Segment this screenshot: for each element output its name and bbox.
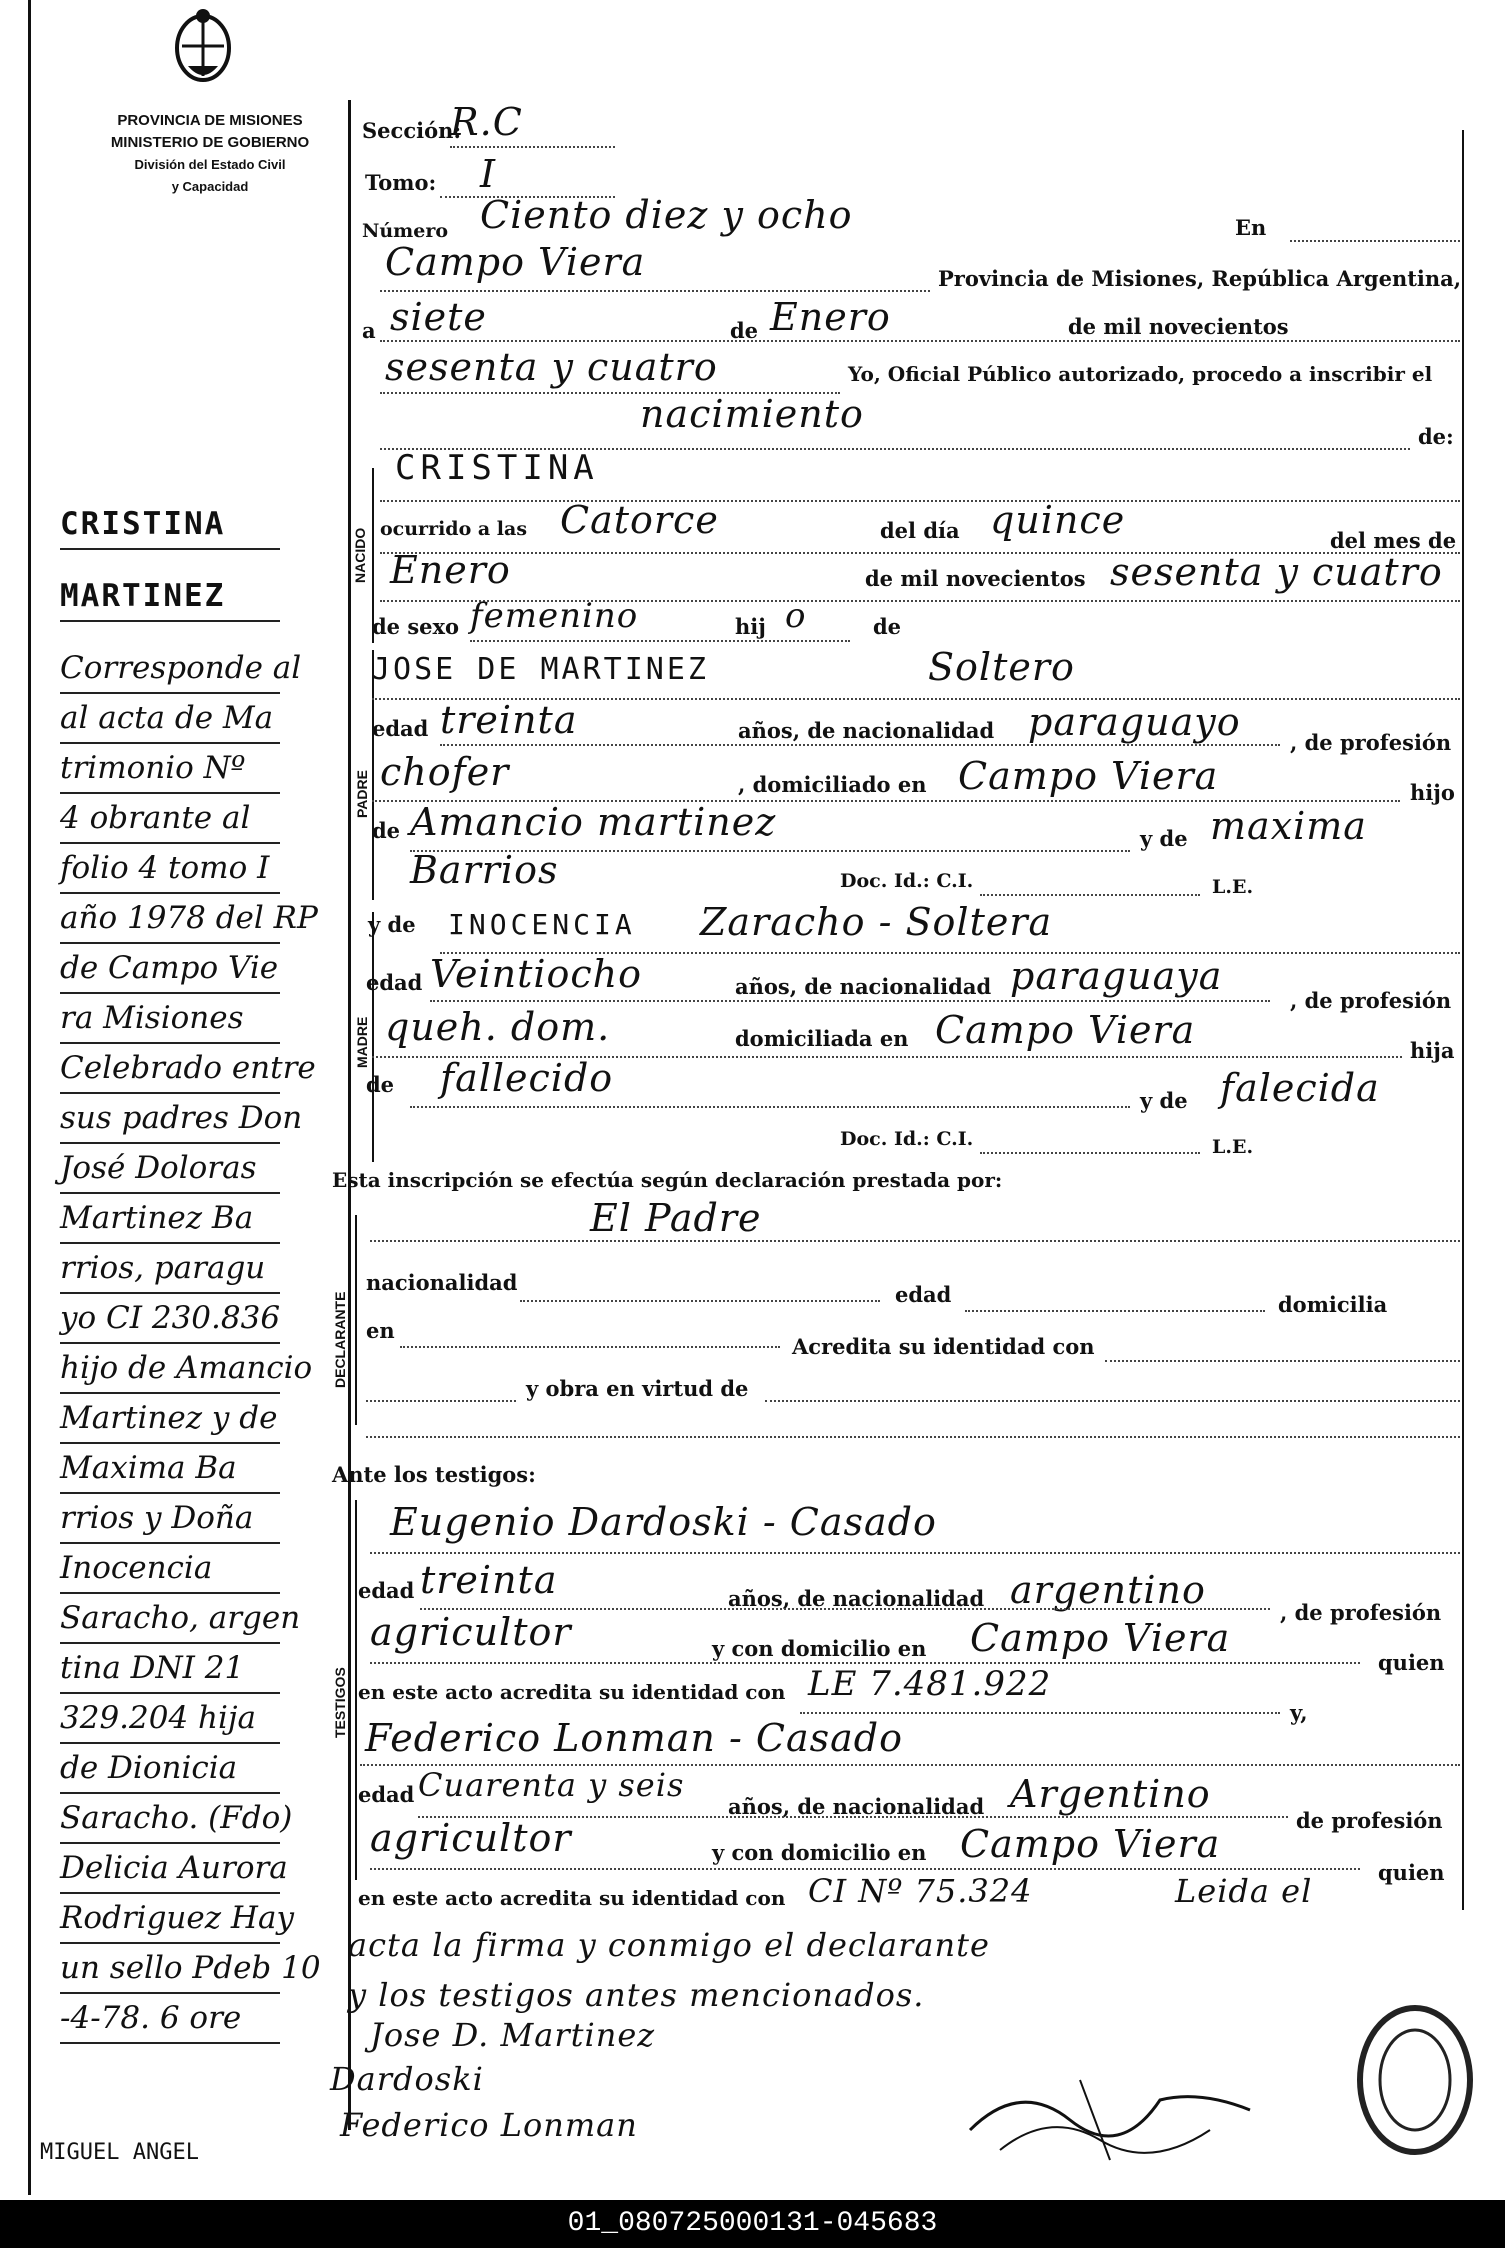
hw-t1-nac: argentino xyxy=(1010,1568,1206,1612)
margin-line: 4 obrante al xyxy=(60,794,280,844)
hw-madre-prof: queh. dom. xyxy=(385,1005,611,1049)
label-a: a xyxy=(362,318,376,343)
margin-line: sus padres Don xyxy=(60,1094,280,1144)
label-yo-oficial: Yo, Oficial Público autorizado, procedo a inscribir el xyxy=(848,362,1433,386)
label-anos-nac-t1: años, de nacionalidad xyxy=(728,1586,985,1611)
margin-line: Saracho, argen xyxy=(60,1594,280,1644)
dotline-padre-edad xyxy=(440,744,1280,746)
label-nacionalidad-decl: nacionalidad xyxy=(366,1270,518,1295)
hw-madre-edad: Veintiocho xyxy=(430,952,643,996)
label-edad-t1: edad xyxy=(358,1578,415,1603)
section-label-nacido: NACIDO xyxy=(352,527,368,583)
hw-madre-ap: Zaracho - Soltera xyxy=(700,900,1053,944)
label-prof-t1: , de profesión xyxy=(1280,1600,1442,1625)
hw-seccion: R.C xyxy=(450,100,523,144)
label-anos-nac-t2: años, de nacionalidad xyxy=(728,1794,985,1819)
label-de-sexo: de sexo xyxy=(372,614,460,639)
label-acredita-t2: en este acto acredita su identidad con xyxy=(358,1886,786,1910)
margin-line: Celebrado entre xyxy=(60,1044,280,1094)
label-hij: hij xyxy=(735,614,766,639)
label-anos-nac-padre: años, de nacionalidad xyxy=(738,718,995,743)
label-ocurrido: ocurrido a las xyxy=(380,518,528,540)
label-de-padres: de xyxy=(873,614,902,639)
hw-t2-nac: Argentino xyxy=(1010,1772,1211,1816)
label-edad-padre: edad xyxy=(372,716,429,741)
hw-t1-prof: agricultor xyxy=(370,1610,572,1654)
margin-line: hijo de Amancio xyxy=(60,1344,280,1394)
hw-mes-nac: Enero xyxy=(390,548,511,592)
hw-madre-padre: fallecido xyxy=(440,1056,614,1100)
label-edad-t2: edad xyxy=(358,1782,415,1807)
hw-dia-nac: quince xyxy=(990,498,1126,542)
margin-line: Martinez Ba xyxy=(60,1194,280,1244)
margin-line: folio 4 tomo I xyxy=(60,844,280,894)
margin-line: al acta de Ma xyxy=(60,694,280,744)
margin-line: Delicia Aurora xyxy=(60,1844,280,1894)
hw-madre-dom: Campo Viera xyxy=(935,1008,1196,1052)
margin-line: Maxima Ba xyxy=(60,1444,280,1494)
hw-madre-nac: paraguaya xyxy=(1010,954,1223,998)
label-con-domicilio-t2: y con domicilio en xyxy=(712,1840,927,1865)
margin-line: tina DNI 21 xyxy=(60,1644,280,1694)
hw-declarante: El Padre xyxy=(590,1196,762,1240)
hw-anio: sesenta y cuatro xyxy=(385,345,718,389)
margin-line: -4-78. 6 ore xyxy=(60,1994,280,2044)
dotline-obra-a xyxy=(366,1400,516,1402)
hw-abuelo: Amancio martinez xyxy=(410,800,777,844)
label-en: En xyxy=(1235,215,1267,240)
dotline-lugar xyxy=(380,290,930,292)
page-left-border xyxy=(28,0,31,2195)
hw-cierre2: acta la firma y conmigo el declarante xyxy=(348,1926,990,1964)
label-de-mil-novecientos: de mil novecientos xyxy=(1068,314,1289,339)
hw-numero: Ciento diez y ocho xyxy=(480,193,853,237)
label-provincia: Provincia de Misiones, República Argentina, xyxy=(938,266,1462,291)
label-domiciliado: , domiciliado en xyxy=(738,772,927,797)
province-name: PROVINCIA DE MISIONES xyxy=(117,112,303,129)
dotline-acredita xyxy=(1105,1360,1460,1362)
label-y-comma: y, xyxy=(1290,1700,1308,1725)
label-acredita: Acredita su identidad con xyxy=(792,1334,1095,1359)
hw-abuela2: Barrios xyxy=(410,848,559,892)
label-y-de-madre-madre: y de xyxy=(1140,1088,1188,1113)
dotline-nac-decl xyxy=(520,1300,880,1302)
label-prof-madre: , de profesión xyxy=(1290,988,1452,1013)
label-anos-nac-madre: años, de nacionalidad xyxy=(735,974,992,999)
margin-line: MARTINEZ xyxy=(60,572,280,622)
label-esta-inscripcion: Esta inscripción se efectúa según declaración prestada por: xyxy=(332,1168,1003,1192)
margin-line: yo CI 230.836 xyxy=(60,1294,280,1344)
dotline-madre-edad xyxy=(430,1000,1270,1002)
hw-padre-nac: paraguayo xyxy=(1028,700,1241,744)
label-en-decl: en xyxy=(366,1318,395,1343)
label-ante-testigos: Ante los testigos: xyxy=(332,1462,536,1487)
label-hijo: hijo xyxy=(1410,780,1455,805)
hw-madre: INOCENCIA xyxy=(448,908,636,941)
hw-t2-dom: Campo Viera xyxy=(960,1822,1221,1866)
signature-padre: Jose D. Martinez xyxy=(370,2016,656,2054)
hw-sexo: femenino xyxy=(470,596,639,636)
hw-t2-id: CI Nº 75.324 xyxy=(808,1872,1033,1910)
label-de-mil-nov2: de mil novecientos xyxy=(865,566,1086,591)
section-label-padre: PADRE xyxy=(354,770,370,818)
dotline-declarante xyxy=(370,1240,1460,1242)
signature-lonman: Federico Lonman xyxy=(340,2106,638,2144)
dotline-decl-extra xyxy=(366,1436,1460,1438)
hw-madre-madre: falecida xyxy=(1220,1066,1380,1110)
margin-line: Martinez y de xyxy=(60,1394,280,1444)
division-name: División del Estado Civil xyxy=(134,157,286,172)
margin-line: José Doloras xyxy=(60,1144,280,1194)
hw-t1-id: LE 7.481.922 xyxy=(808,1664,1052,1704)
label-y-de-madre: y de xyxy=(368,912,416,937)
dotline-en xyxy=(1290,240,1460,242)
margin-line: año 1978 del RP xyxy=(60,894,280,944)
label-quien-t1: quien xyxy=(1378,1650,1445,1675)
hw-padre-edad: treinta xyxy=(440,698,578,742)
madre-bracket xyxy=(372,912,374,1162)
right-border xyxy=(1462,130,1464,1910)
margin-line: ra Misiones xyxy=(60,994,280,1044)
label-de-mes: de xyxy=(730,318,759,343)
label-le-padre: L.E. xyxy=(1212,876,1254,898)
dotline-nombre xyxy=(380,500,1460,502)
margin-separator-line xyxy=(348,100,351,2130)
hw-padre-estado: Soltero xyxy=(928,645,1075,689)
dotline-en-decl xyxy=(400,1346,780,1348)
capacity-name: y Capacidad xyxy=(171,179,249,194)
hw-hora: Catorce xyxy=(560,498,719,542)
testigos-bracket xyxy=(355,1500,357,1880)
hw-acto: nacimiento xyxy=(640,392,864,436)
dotline-doc-padre xyxy=(980,894,1200,896)
label-doc-id-padre: Doc. Id.: C.I. xyxy=(840,870,974,892)
hw-tomo: I xyxy=(480,152,497,196)
label-de-abuelo: de xyxy=(372,818,401,843)
dotline-obra-b xyxy=(765,1400,1460,1402)
hw-t2-prof: agricultor xyxy=(370,1816,572,1860)
margin-line: rrios, paragu xyxy=(60,1244,280,1294)
label-con-domicilio-t1: y con domicilio en xyxy=(712,1636,927,1661)
ministry-name: MINISTERIO DE GOBIERNO xyxy=(110,134,310,151)
dotline-doc-madre xyxy=(980,1152,1200,1154)
section-label-madre: MADRE xyxy=(354,1016,370,1068)
hw-dia: siete xyxy=(390,295,487,339)
dotline-sexo xyxy=(470,640,850,642)
hw-t2-edad: Cuarenta y seis xyxy=(418,1766,685,1804)
label-quien-t2: quien xyxy=(1378,1860,1445,1885)
hw-testigo2: Federico Lonman - Casado xyxy=(365,1716,903,1760)
label-prof-padre: , de profesión xyxy=(1290,730,1452,755)
margin-line: rrios y Doña xyxy=(60,1494,280,1544)
margin-line: un sello Pdeb 10 xyxy=(60,1944,280,1994)
hw-padre-prof: chofer xyxy=(380,750,510,794)
margin-line: Saracho. (Fdo) xyxy=(60,1794,280,1844)
coat-of-arms-emblem xyxy=(168,6,238,86)
label-hija: hija xyxy=(1410,1038,1455,1063)
label-edad-madre: edad xyxy=(366,970,423,995)
label-seccion: Sección: xyxy=(362,118,462,143)
label-domicilia: domicilia xyxy=(1278,1292,1388,1317)
section-label-declarante: DECLARANTE xyxy=(332,1291,348,1388)
hw-t1-dom: Campo Viera xyxy=(970,1616,1231,1660)
hw-abuela: maxima xyxy=(1210,804,1367,848)
margin-line: Inocencia xyxy=(60,1544,280,1594)
dotline-seccion xyxy=(450,146,615,148)
hw-cierre3: y los testigos antes mencionados. xyxy=(348,1976,925,2014)
hw-mes: Enero xyxy=(770,295,891,339)
margin-line: trimonio Nº xyxy=(60,744,280,794)
label-obra: y obra en virtud de xyxy=(526,1376,749,1401)
label-del-dia: del día xyxy=(880,518,960,543)
label-numero: Número xyxy=(362,220,449,242)
dotline-edad-decl xyxy=(965,1310,1265,1312)
hw-nombre: CRISTINA xyxy=(395,448,599,488)
official-signature xyxy=(960,2060,1260,2170)
label-le-madre: L.E. xyxy=(1212,1136,1254,1158)
hw-hij-suffix: o xyxy=(785,596,807,636)
header-block xyxy=(80,110,340,198)
document-id-footer: 01_080725000131-045683 xyxy=(0,2200,1505,2248)
hw-padre: JOSE DE MARTINEZ xyxy=(372,652,709,687)
section-label-testigos: TESTIGOS xyxy=(332,1667,348,1738)
hw-cierre1: Leida el xyxy=(1175,1872,1313,1910)
margin-line: de Dionicia xyxy=(60,1744,280,1794)
hw-anio-nac: sesenta y cuatro xyxy=(1110,550,1443,594)
label-del-mes-de: del mes de xyxy=(1330,528,1457,553)
dotline-madre-padre xyxy=(410,1106,1130,1108)
declarante-bracket xyxy=(355,1215,357,1425)
official-seal-stamp xyxy=(1350,2000,1480,2160)
label-domiciliada: domiciliada en xyxy=(735,1026,909,1051)
label-tomo: Tomo: xyxy=(365,170,437,195)
dotline-testigo1 xyxy=(370,1552,1460,1554)
margin-annotation xyxy=(60,500,321,2044)
margin-signature-line: MIGUEL ANGEL xyxy=(40,2140,199,2165)
margin-line: de Campo Vie xyxy=(60,944,280,994)
margin-line: Rodriguez Hay xyxy=(60,1894,280,1944)
hw-lugar: Campo Viera xyxy=(385,240,646,284)
signature-dardoski: Dardoski xyxy=(330,2060,484,2098)
margin-line: CRISTINA xyxy=(60,500,280,550)
margin-line: Corresponde al xyxy=(60,644,280,694)
hw-padre-dom: Campo Viera xyxy=(958,754,1219,798)
label-de-madre-padre: de xyxy=(366,1072,395,1097)
dotline-t1-id xyxy=(800,1712,1280,1714)
label-acredita-t1: en este acto acredita su identidad con xyxy=(358,1680,786,1704)
margin-line: 329.204 hija xyxy=(60,1694,280,1744)
hw-t1-edad: treinta xyxy=(420,1558,558,1602)
hw-testigo1: Eugenio Dardoski - Casado xyxy=(390,1500,937,1544)
dotline-dia xyxy=(380,340,1460,342)
label-de-colon: de: xyxy=(1418,424,1454,449)
label-y-de-abuela: y de xyxy=(1140,826,1188,851)
padre-bracket xyxy=(372,650,374,900)
label-prof-t2: de profesión xyxy=(1296,1808,1443,1833)
label-edad-decl: edad xyxy=(895,1282,952,1307)
dotline-t2-prof xyxy=(370,1868,1360,1870)
label-doc-id-madre: Doc. Id.: C.I. xyxy=(840,1128,974,1150)
